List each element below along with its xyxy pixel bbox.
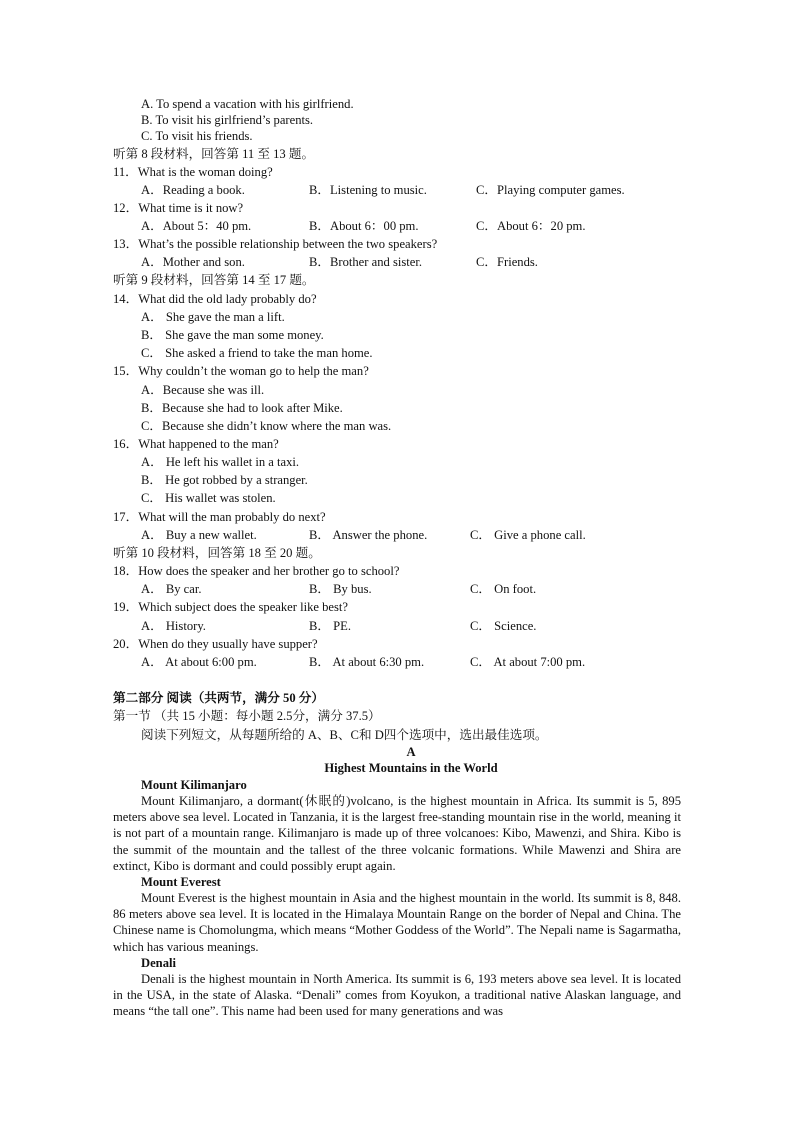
denali-paragraph: Denali is the highest mountain in North America. Its summit is 6, 193 meters above sea level. It is located in the USA, in the state of Alaska. “Denali” comes from Koyukon, a traditional native Alaskan language, and means “the tall one”. This name had been used for many generations and was [113,972,681,1019]
q13-option-b: B．Brother and sister. [309,255,422,269]
question-11: 11．What is the woman doing? [113,165,273,179]
q19-option-b: B． PE. [309,619,351,633]
q12-option-b: B．About 6：00 pm. [309,219,419,233]
denali-heading: Denali [141,956,176,970]
section-8-header: 听第 8 段材料，回答第 11 至 13 题。 [113,147,315,161]
q17-option-a: A． Buy a new wallet. [141,528,257,542]
kilimanjaro-paragraph: Mount Kilimanjaro, a dormant(休眠的)volcano, is the highest mountain in Africa. Its summit is 5, 895 meters above sea level. Located in Tanzania, it is the largest free-standing mountain rise in the world, meaning it is not part of a mountain range. Kilimanjaro is made up of three volcanoes: Kibo, Mawenzi, and Shira. Kibo is the summit of the mountain and the tallest of the three volcanic formations. While Mawenzi and Shira are extinct, Kibo is dormant and could possibly erupt again. [113,794,681,873]
q15-option-b: B．Because she had to look after Mike. [141,401,343,415]
q18-option-c: C． On foot. [470,582,537,596]
q16-option-a: A． He left his wallet in a taxi. [141,455,300,469]
q16-option-c: C． His wallet was stolen. [141,491,276,505]
everest-paragraph: Mount Everest is the highest mountain in Asia and the highest mountain in the world. Its summit is 8, 848. 86 meters above sea level. It is located in the Himalaya Mountain Range on the border of Nepal and China. The Chinese name is Chomolungma, which means “Mother Goddess of the World”. The Nepali name is Sagarmatha, which has various meanings. [113,891,681,954]
passage-title: Highest Mountains in the World [324,761,498,775]
q15-option-a: A．Because she was ill. [141,383,265,397]
q20-option-a: A． At about 6:00 pm. [141,655,257,669]
question-13: 13．What’s the possible relationship between the two speakers? [113,237,438,251]
q14-option-b: B． She gave the man some money. [141,328,324,342]
question-18: 18．How does the speaker and her brother go to school? [113,564,400,578]
section-10-header: 听第 10 段材料，回答第 18 至 20 题。 [113,546,321,560]
question-15: 15．Why couldn’t the woman go to help the man? [113,364,369,378]
q15-option-c: C．Because she didn’t know where the man was. [141,419,392,433]
q13-option-a: A．Mother and son. [141,255,245,269]
question-20: 20．When do they usually have supper? [113,637,318,651]
q11-option-a: A．Reading a book. [141,183,245,197]
q17-option-b: B． Answer the phone. [309,528,428,542]
q19-option-a: A． History. [141,619,206,633]
question-12: 12．What time is it now? [113,201,244,215]
q17-option-c: C． Give a phone call. [470,528,586,542]
q14-option-c: C． She asked a friend to take the man home. [141,346,373,360]
section-9-header: 听第 9 段材料，回答第 14 至 17 题。 [113,273,315,287]
question-16: 16．What happened to the man? [113,437,279,451]
q20-option-c: C． At about 7:00 pm. [470,655,586,669]
q20-option-b: B． At about 6:30 pm. [309,655,425,669]
q18-option-b: B． By bus. [309,582,372,596]
q13-option-c: C．Friends. [476,255,538,269]
q16-option-b: B． He got robbed by a stranger. [141,473,308,487]
question-19: 19．Which subject does the speaker like best? [113,600,349,614]
q18-option-a: A． By car. [141,582,202,596]
everest-heading: Mount Everest [141,875,221,889]
q10-option-b: B. To visit his girlfriend’s parents. [141,113,314,127]
q11-option-b: B．Listening to music. [309,183,427,197]
section-1-title: 第一节 （共 15 小题：每小题 2.5分，满分 37.5） [113,709,381,723]
question-14: 14．What did the old lady probably do? [113,292,317,306]
q19-option-c: C． Science. [470,619,537,633]
kilimanjaro-heading: Mount Kilimanjaro [141,778,247,792]
q11-option-c: C．Playing computer games. [476,183,625,197]
q12-option-c: C．About 6：20 pm. [476,219,586,233]
q14-option-a: A． She gave the man a lift. [141,310,285,324]
passage-letter: A [406,745,416,759]
q10-option-c: C. To visit his friends. [141,129,253,143]
q12-option-a: A．About 5：40 pm. [141,219,252,233]
q10-option-a: A. To spend a vacation with his girlfriend. [141,97,354,111]
reading-instructions: 阅读下列短文，从每题所给的 A、B、C和 D四个选项中，选出最佳选项。 [141,728,548,742]
part-2-title: 第二部分 阅读（共两节，满分 50 分） [113,691,324,705]
question-17: 17．What will the man probably do next? [113,510,326,524]
